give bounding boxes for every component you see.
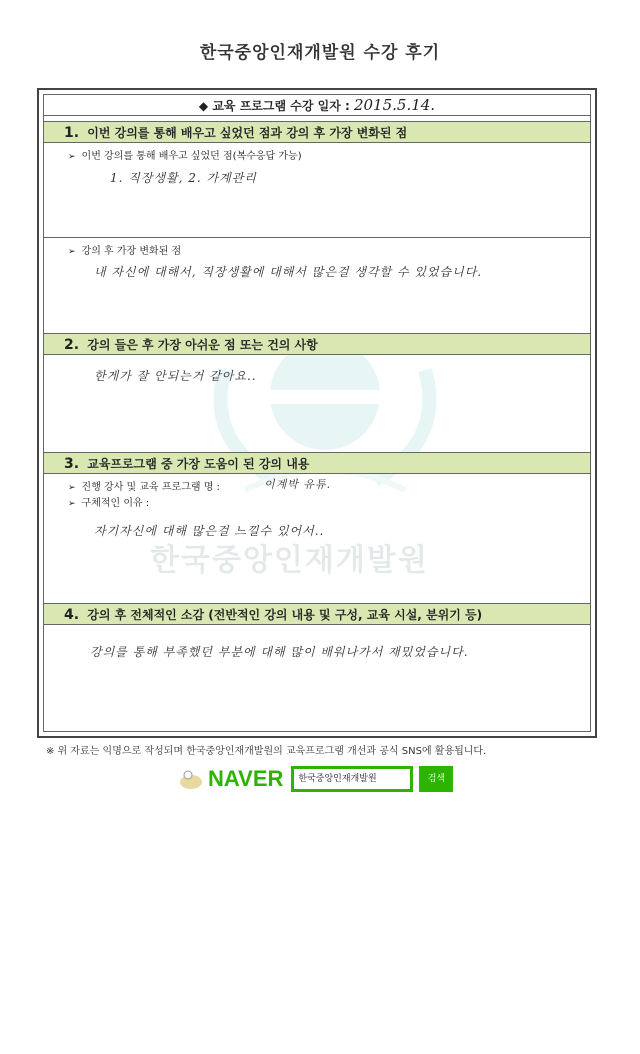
naver-search-input[interactable]: 한국중앙인재개발원 <box>291 766 413 792</box>
naver-logo: NAVER <box>208 766 284 791</box>
section-1-question-2: ➢ 강의 후 가장 변화된 점 <box>68 246 182 257</box>
section-4-answer: 강의를 통해 부족했던 부분에 대해 많이 배워나가서 재밌었습니다. <box>90 645 469 659</box>
section-1-answer-1: 1. 직장생활, 2. 가계관리 <box>110 171 257 185</box>
arrow-icon: ➢ <box>68 483 76 493</box>
arrow-icon: ➢ <box>68 499 76 509</box>
page-title: 한국중앙인재개발원 수강 후기 <box>199 43 441 63</box>
review-form <box>37 88 597 738</box>
section-2-title: 강의 들은 후 가장 아쉬운 점 또는 건의 사항 <box>87 338 318 352</box>
section-3-question-1: ➢ 진행 강사 및 교육 프로그램 명 : <box>68 482 220 493</box>
watermark-text: 한국중앙인재개발원 <box>150 543 429 578</box>
date-label: ◆ 교육 프로그램 수강 일자 : <box>198 99 350 113</box>
section-1-answer-2: 내 자신에 대해서, 직장생활에 대해서 많은걸 생각할 수 있었습니다. <box>94 265 483 279</box>
section-4-header: 4. 강의 후 전체적인 소감 (전반적인 강의 내용 및 구성, 교육 시설, 분위기 등) <box>44 603 590 625</box>
section-3-question-2: ➢ 구체적인 이유 : <box>68 498 150 509</box>
arrow-icon: ➢ <box>68 247 76 257</box>
divider <box>44 237 590 238</box>
section-3-answer-2: 자기자신에 대해 많은걸 느낄수 있어서.. <box>94 524 325 538</box>
section-4-title: 강의 후 전체적인 소감 (전반적인 강의 내용 및 구성, 교육 시설, 분위기 등) <box>87 608 483 622</box>
date-value: 2015.5.14. <box>353 96 436 114</box>
section-2-answer: 한게가 잘 안되는거 같아요.. <box>94 369 257 383</box>
arrow-icon: ➢ <box>68 152 76 162</box>
section-2-header: 2. 강의 들은 후 가장 아쉬운 점 또는 건의 사항 <box>44 333 590 355</box>
naver-search-bar <box>178 766 453 792</box>
section-1-question-1: ➢ 이번 강의를 통해 배우고 싶었던 점(복수응답 가능) <box>68 151 302 162</box>
naver-search-button[interactable]: 검색 <box>419 766 453 792</box>
section-3-title: 교육프로그램 중 가장 도움이 된 강의 내용 <box>87 457 310 471</box>
section-3-header: 3. 교육프로그램 중 가장 도움이 된 강의 내용 <box>44 452 590 474</box>
footnote: ※ 위 자료는 익명으로 작성되며 한국중앙인재개발원의 교육프로그램 개선과 공식 SNS에 활용됩니다. <box>46 746 487 757</box>
section-1-title: 이번 강의를 통해 배우고 싶었던 점과 강의 후 가장 변화된 점 <box>87 126 408 140</box>
naver-mascot-icon <box>178 768 204 790</box>
date-row <box>44 95 590 116</box>
section-1-header: 1. 이번 강의를 통해 배우고 싶었던 점과 강의 후 가장 변화된 점 <box>44 121 590 143</box>
section-3-answer-1: 이계박 유튜. <box>264 478 332 491</box>
